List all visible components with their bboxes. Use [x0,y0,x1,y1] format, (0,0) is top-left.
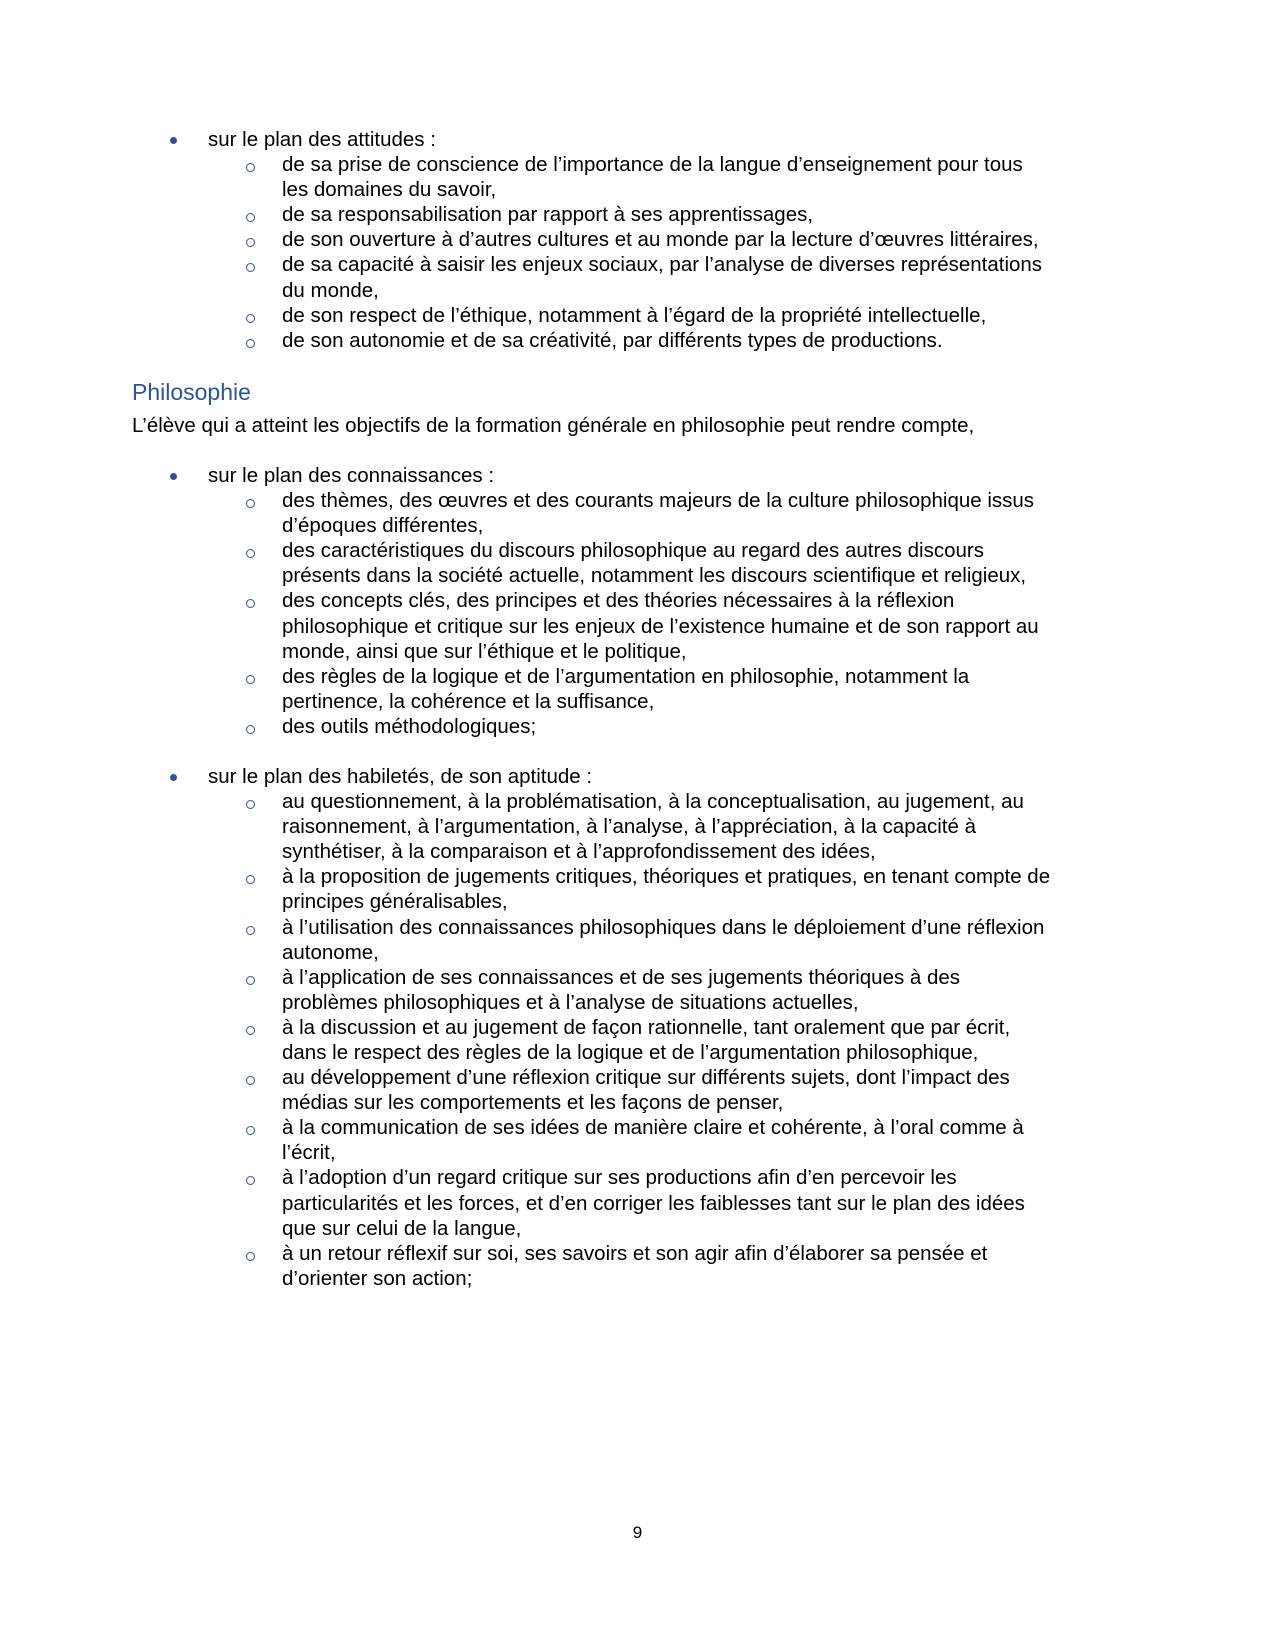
sub-bullet-text: de son respect de l’éthique, notamment à l’égard de la propriété intellectuelle, [282,303,987,327]
circle-bullet-icon [246,800,255,809]
circle-bullet-icon [246,926,255,935]
circle-bullet-icon [246,875,255,884]
sub-bullet-text: des thèmes, des œuvres et des courants majeurs de la culture philosophique issus [282,489,1035,513]
sub-bullet-line [0,965,1275,990]
sub-bullet-line [0,990,1275,1015]
sub-bullet-text: de son ouverture à d’autres cultures et au monde par la lecture d’œuvres littéraires, [282,228,1039,252]
sub-bullet-text: des concepts clés, des principes et des théories nécessaires à la réflexion [282,589,955,613]
section-heading: Philosophie [132,378,251,405]
sub-bullet-text: à l’adoption d’un regard critique sur ses productions afin d’en percevoir les [282,1166,957,1190]
circle-bullet-icon [246,1176,255,1185]
bullet-item [0,764,1275,789]
sub-bullet-text: d’orienter son action; [282,1266,473,1290]
sub-bullet-text: à un retour réflexif sur soi, ses savoirs et son agir afin d’élaborer sa pensée et [282,1241,988,1265]
bullet-text: sur le plan des habiletés, de son aptitude : [208,764,593,788]
bullet-icon [170,137,177,144]
intro-paragraph: L’élève qui a atteint les objectifs de la formation générale en philosophie peut rendre compte, [132,413,975,437]
sub-bullet-text: du monde, [282,278,379,302]
sub-bullet-line [0,940,1275,965]
sub-bullet-line [0,1165,1275,1190]
sub-bullet-text: à la discussion et au jugement de façon rationnelle, tant oralement que par écrit, [282,1015,1011,1039]
sub-bullet-text: de sa prise de conscience de l’importance de la langue d’enseignement pour tous [282,153,1023,177]
circle-bullet-icon [246,339,255,348]
sub-bullet-line [0,303,1275,328]
sub-bullet-line [0,1266,1275,1291]
sub-bullet-line [0,588,1275,613]
bullet-item [0,463,1275,488]
sub-bullet-line [0,177,1275,202]
sub-bullet-text: particularités et les forces, et d’en corriger les faiblesses tant sur le plan des idées [282,1191,1025,1215]
bullet-icon [170,473,177,480]
circle-bullet-icon [246,549,255,558]
sub-bullet-line [0,563,1275,588]
sub-bullet-text: philosophique et critique sur les enjeux de l’existence humaine et de son rapport au [282,614,1039,638]
sub-bullet-text: des règles de la logique et de l’argumentation en philosophie, notamment la [282,664,970,688]
sub-bullet-line [0,1065,1275,1090]
sub-bullet-line [0,278,1275,303]
sub-bullet-text: les domaines du savoir, [282,178,497,202]
sub-bullet-line [0,814,1275,839]
sub-bullet-line [0,639,1275,664]
page-number: 9 [632,1523,643,1542]
sub-bullet-text: synthétiser, à la comparaison et à l’approfondissement des idées, [282,840,876,864]
sub-bullet-line [0,538,1275,563]
sub-bullet-text: monde, ainsi que sur l’éthique et le politique, [282,639,687,663]
sub-bullet-text: raisonnement, à l’argumentation, à l’analyse, à l’appréciation, à la capacité à [282,815,976,839]
sub-bullet-line [0,1241,1275,1266]
sub-bullet-line [0,889,1275,914]
sub-bullet-line [0,227,1275,252]
bullet-icon [170,774,177,781]
sub-bullet-text: au développement d’une réflexion critique sur différents sujets, dont l’impact des [282,1066,1010,1090]
sub-bullet-text: des outils méthodologiques; [282,714,537,738]
sub-bullet-line [0,614,1275,639]
sub-bullet-text: dans le respect des règles de la logique et de l’argumentation philosophique, [282,1041,979,1064]
sub-bullet-line [0,839,1275,864]
sub-bullet-text: autonome, [282,940,379,964]
circle-bullet-icon [246,976,255,985]
sub-bullet-text: l’écrit, [282,1141,336,1165]
circle-bullet-icon [246,263,255,272]
sub-bullet-line [0,488,1275,513]
sub-bullet-text: de son autonomie et de sa créativité, par différents types de productions. [282,328,943,352]
sub-bullet-line [0,513,1275,538]
circle-bullet-icon [246,599,255,608]
sub-bullet-line [0,1040,1275,1065]
sub-bullet-text: à l’application de ses connaissances et de ses jugements théoriques à des [282,965,961,989]
sub-bullet-text: à l’utilisation des connaissances philosophiques dans le déploiement d’une réflexion [282,915,1045,939]
bullet-text: sur le plan des attitudes : [208,128,436,151]
circle-bullet-icon [246,1076,255,1085]
sub-bullet-line [0,252,1275,277]
sub-bullet-line [0,1015,1275,1040]
circle-bullet-icon [246,238,255,247]
sub-bullet-line [0,1191,1275,1216]
bullet-text: sur le plan des connaissances : [208,463,495,487]
sub-bullet-text: d’époques différentes, [282,514,484,538]
sub-bullet-line [0,689,1275,714]
sub-bullet-text: à la communication de ses idées de manière claire et cohérente, à l’oral comme à [282,1116,1024,1140]
sub-bullet-text: problèmes philosophiques et à l’analyse de situations actuelles, [282,990,859,1014]
philosophy-lists [0,463,1275,1291]
circle-bullet-icon [246,1126,255,1135]
sub-bullet-text: de sa responsabilisation par rapport à ses apprentissages, [282,203,814,227]
circle-bullet-icon [246,163,255,172]
sub-bullet-text: présents dans la société actuelle, notamment les discours scientifique et religieux, [282,564,1027,588]
circle-bullet-icon [246,675,255,684]
sub-bullet-line [0,864,1275,889]
circle-bullet-icon [246,314,255,323]
document-page [0,127,1275,1291]
circle-bullet-icon [246,499,255,508]
sub-bullet-line [0,152,1275,177]
sub-bullet-text: de sa capacité à saisir les enjeux sociaux, par l’analyse de diverses représentations [282,253,1043,277]
sub-bullet-line [0,1090,1275,1115]
attitudes-list [0,127,1275,353]
circle-bullet-icon [246,725,255,734]
circle-bullet-icon [246,1026,255,1035]
sub-bullet-line [0,1216,1275,1241]
sub-bullet-text: médias sur les comportements et les façons de penser, [282,1091,784,1115]
sub-bullet-text: au questionnement, à la problématisation, à la conceptualisation, au jugement, au [282,790,1024,814]
sub-bullet-line [0,328,1275,353]
sub-bullet-line [0,714,1275,739]
sub-bullet-line [0,915,1275,940]
sub-bullet-line [0,202,1275,227]
sub-bullet-line [0,789,1275,814]
sub-bullet-text: principes généralisables, [282,890,508,914]
circle-bullet-icon [246,213,255,222]
sub-bullet-text: à la proposition de jugements critiques, théoriques et pratiques, en tenant compte de [282,865,1051,889]
bullet-item [0,127,1275,152]
sub-bullet-text: pertinence, la cohérence et la suffisance, [282,689,655,713]
sub-bullet-line [0,664,1275,689]
sub-bullet-line [0,1140,1275,1165]
sub-bullet-line [0,1115,1275,1140]
circle-bullet-icon [246,1252,255,1261]
sub-bullet-text: des caractéristiques du discours philosophique au regard des autres discours [282,539,984,563]
sub-bullet-text: que sur celui de la langue, [282,1216,522,1240]
